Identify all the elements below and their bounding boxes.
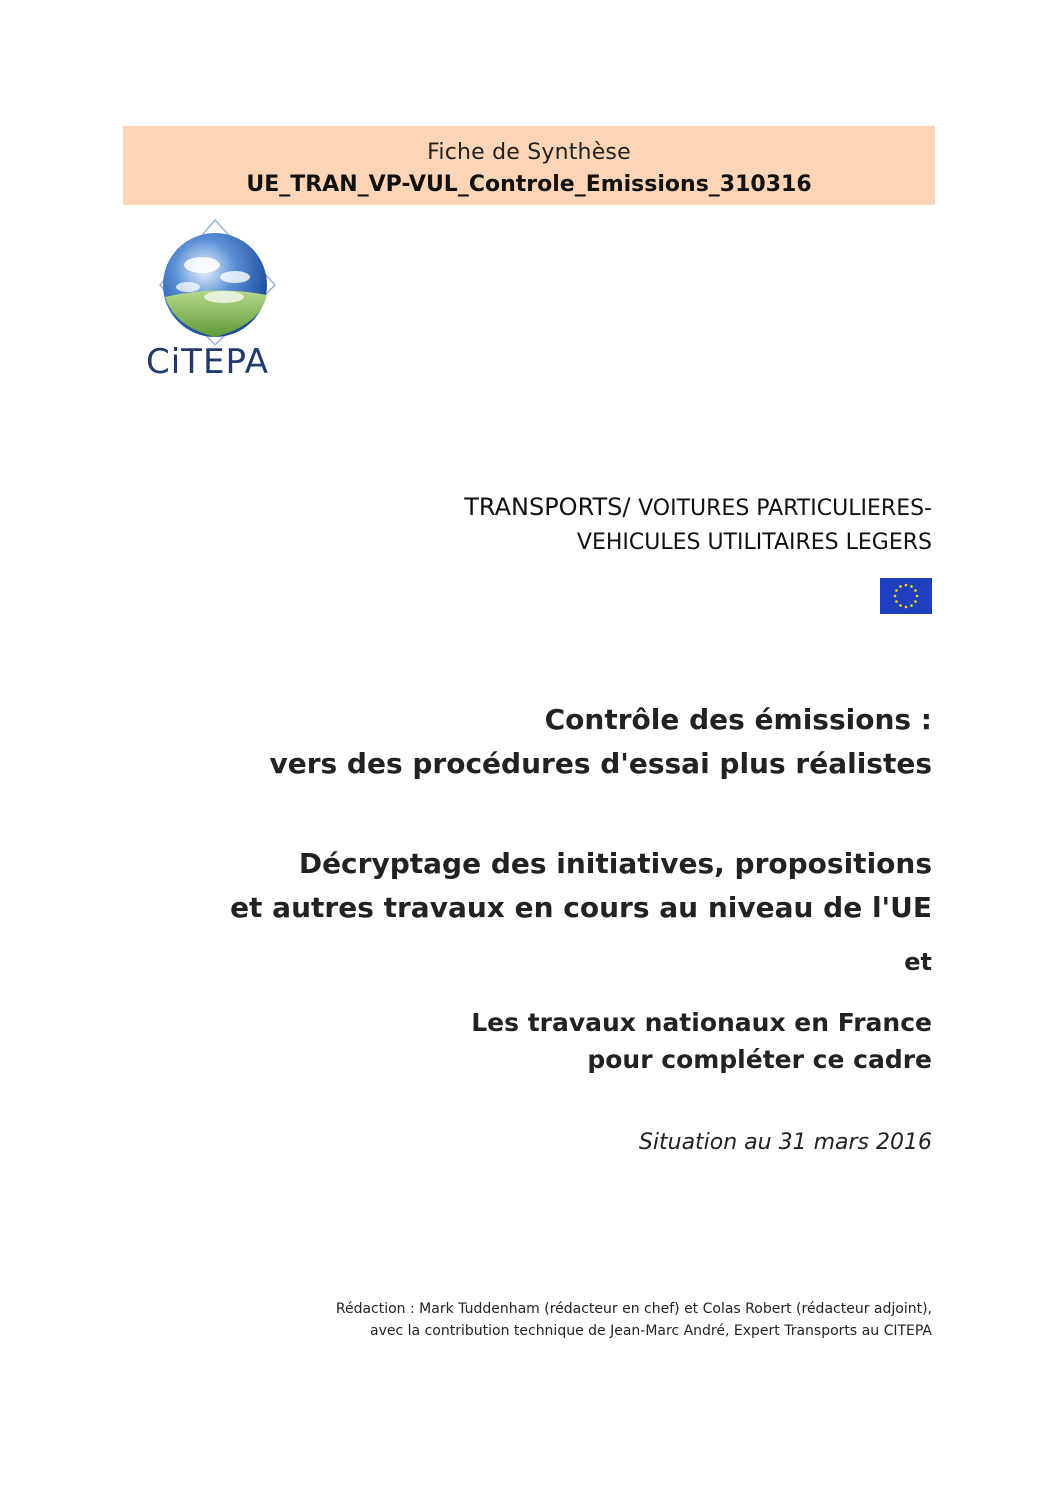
document-type-label: Fiche de Synthèse — [427, 140, 631, 165]
credits-line1: Rédaction : Mark Tuddenham (rédacteur en chef) et Colas Robert (rédacteur adjoint), — [335, 1301, 932, 1317]
category-heading — [464, 490, 932, 560]
eu-flag-icon — [880, 578, 932, 614]
eu-star — [914, 600, 917, 603]
tertiary-title-line2: pour compléter ce cadre — [587, 1045, 932, 1074]
eu-star — [895, 600, 898, 603]
eu-star — [916, 595, 919, 598]
main-title — [269, 698, 932, 786]
header-band — [123, 126, 935, 205]
citepa-logo-text: CiTEPA — [146, 342, 270, 382]
category-line2: VEHICULES UTILITAIRES LEGERS — [576, 530, 932, 555]
category-sub: VOITURES PARTICULIERES- — [638, 496, 932, 521]
category-main: TRANSPORTS/ — [464, 493, 631, 521]
main-title-line2: vers des procédures d'essai plus réalistes — [269, 747, 932, 780]
situation-date: Situation au 31 mars 2016 — [638, 1130, 932, 1155]
document-code: UE_TRAN_VP-VUL_Controle_Emissions_310316 — [246, 172, 812, 197]
tertiary-title-line1: Les travaux nationaux en France — [471, 1008, 932, 1037]
secondary-title-line2: et autres travaux en cours au niveau de l'UE — [230, 891, 932, 924]
eu-star — [905, 606, 908, 609]
eu-star — [910, 585, 913, 588]
eu-star — [910, 604, 913, 607]
conjunction-et: et — [904, 948, 932, 976]
eu-star — [899, 585, 902, 588]
eu-star — [894, 595, 897, 598]
main-title-line1: Contrôle des émissions : — [544, 703, 932, 736]
secondary-title-line1: Décryptage des initiatives, propositions — [298, 847, 932, 880]
tertiary-title — [471, 1004, 932, 1078]
credits-line2: avec la contribution technique de Jean-Marc André, Expert Transports au CITEPA — [370, 1323, 932, 1339]
eu-star — [895, 589, 898, 592]
eu-star — [905, 584, 908, 587]
eu-star — [899, 604, 902, 607]
credits — [336, 1298, 932, 1342]
eu-star — [914, 589, 917, 592]
secondary-title — [230, 842, 932, 930]
